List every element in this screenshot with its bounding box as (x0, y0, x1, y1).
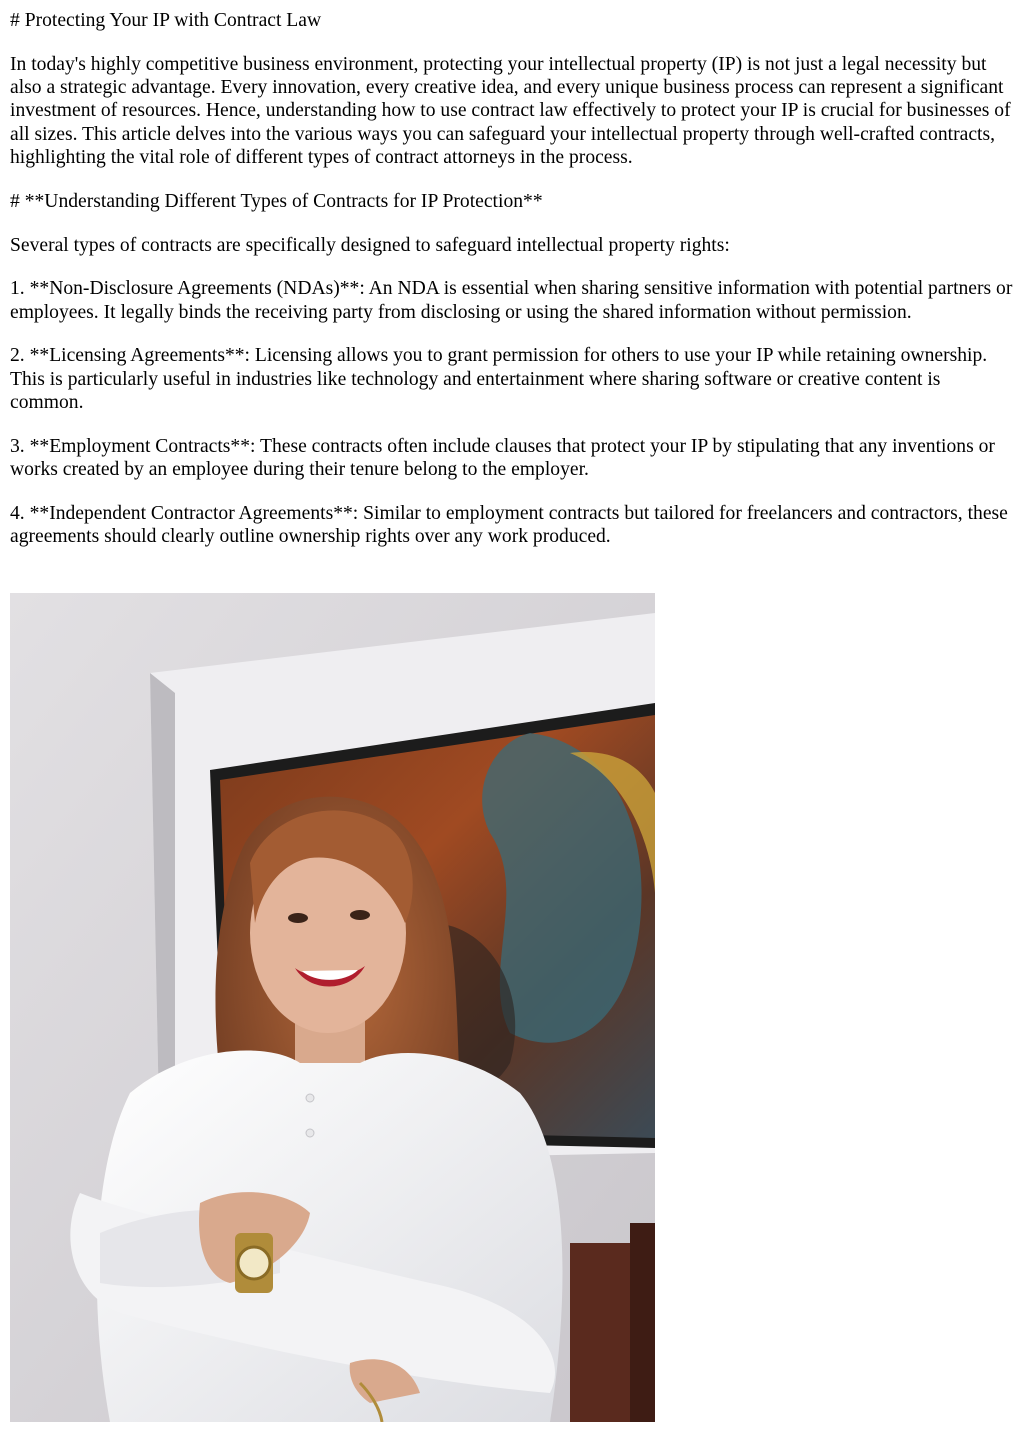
article-body (10, 9, 1018, 569)
section-heading: # **Understanding Different Types of Contracts for IP Protection** (10, 190, 543, 212)
list-item: 4. **Independent Contractor Agreements**: Similar to employment contracts but tailored for freelancers and contractors, these agreements should clearly outline ownership rights over any work produced. (10, 502, 1008, 548)
portrait-illustration (10, 593, 655, 1422)
article-title: # Protecting Your IP with Contract Law (10, 10, 322, 31)
list-item: 2. **Licensing Agreements**: Licensing allows you to grant permission for others to use your IP while retaining ownership. This is particularly useful in industries like technology and entertainment where sharing software or creative content is common. (10, 345, 988, 414)
intro-paragraph: In today's highly competitive business environment, protecting your intellectual property (IP) is not just a legal necessity but also a strategic advantage. Every innovation, every creative idea, and every unique business process can represent a significant investment of resources. Hence, understanding how to use contract law effectively to protect your IP is crucial for businesses of all sizes. This article delves into the various ways you can safeguard your intellectual property through well-crafted contracts, highlighting the vital role of different types of contract attorneys in the process. (10, 53, 1011, 168)
portrait-photo (10, 593, 655, 1422)
list-item: 1. **Non-Disclosure Agreements (NDAs)**: An NDA is essential when sharing sensitive information with potential partners or employees. It legally binds the receiving party from disclosing or using the shared information without permission. (10, 278, 1013, 323)
section-lead: Several types of contracts are specifically designed to safeguard intellectual property rights: (10, 234, 730, 256)
list-item: 3. **Employment Contracts**: These contracts often include clauses that protect your IP by stipulating that any inventions or works created by an employee during their tenure belong to the employer. (10, 435, 995, 481)
